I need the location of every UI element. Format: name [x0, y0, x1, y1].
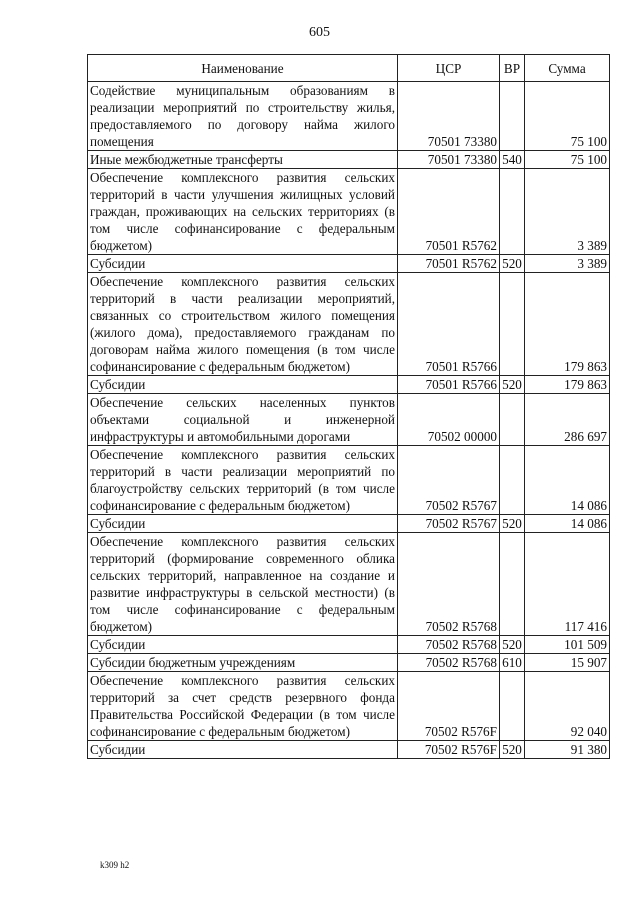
header-csr: ЦСР: [398, 55, 500, 82]
page-number: 605: [309, 25, 330, 40]
row-csr: 70502 00000: [398, 394, 500, 446]
row-name: Субсидии: [88, 255, 398, 273]
row-name: Обеспечение сельских населенных пунктов объектами социальной и инженерной инфраструктуры и автомобильными дорогами: [88, 394, 398, 446]
row-csr: 70502 R5767: [398, 515, 500, 533]
row-vr: 520: [500, 255, 525, 273]
row-vr: [500, 273, 525, 376]
table-row: [88, 255, 610, 273]
row-csr: 70502 R576F: [398, 672, 500, 741]
table-row: [88, 636, 610, 654]
budget-table: [87, 54, 610, 759]
table-row: [88, 394, 610, 446]
row-csr: 70502 R5768: [398, 533, 500, 636]
row-name: Субсидии: [88, 376, 398, 394]
row-sum: 92 040: [525, 672, 610, 741]
row-sum: 3 389: [525, 169, 610, 255]
row-vr: [500, 446, 525, 515]
table-header-row: [88, 55, 610, 82]
table-row: [88, 151, 610, 169]
row-sum: 286 697: [525, 394, 610, 446]
table-row: [88, 741, 610, 759]
row-name: Обеспечение комплексного развития сельских территорий за счет средств резервного фонда Правительства Российской Федерации (в том числе софинансирование с федеральным бюджетом): [88, 672, 398, 741]
table-row: [88, 446, 610, 515]
row-csr: 70501 73380: [398, 82, 500, 151]
row-csr: 70501 R5766: [398, 376, 500, 394]
row-sum: 179 863: [525, 376, 610, 394]
row-vr: [500, 394, 525, 446]
table-row: [88, 654, 610, 672]
row-name: Обеспечение комплексного развития сельских территорий (формирование современного облика сельских территорий, направленное на создание и развитие инфраструктуры в сельской местности) (в том числе софинансирование с федеральным бюджетом): [88, 533, 398, 636]
row-sum: 15 907: [525, 654, 610, 672]
row-csr: 70501 73380: [398, 151, 500, 169]
row-vr: 520: [500, 515, 525, 533]
row-csr: 70502 R5768: [398, 654, 500, 672]
table-row: [88, 533, 610, 636]
row-sum: 101 509: [525, 636, 610, 654]
row-name: Содействие муниципальным образованиям в реализации мероприятий по строительству жилья, предоставляемого по договору найма жилого помещения: [88, 82, 398, 151]
row-sum: 3 389: [525, 255, 610, 273]
table-row: [88, 515, 610, 533]
row-vr: [500, 82, 525, 151]
row-sum: 179 863: [525, 273, 610, 376]
row-vr: 520: [500, 376, 525, 394]
row-vr: [500, 169, 525, 255]
table-row: [88, 672, 610, 741]
row-sum: 91 380: [525, 741, 610, 759]
header-sum: Сумма: [525, 55, 610, 82]
row-sum: 14 086: [525, 515, 610, 533]
row-sum: 117 416: [525, 533, 610, 636]
row-name: Обеспечение комплексного развития сельских территорий в части реализации мероприятий, связанных со строительством жилого помещения (жилого дома), предоставляемого гражданам по договорам найма жилого помещения (в том числе софинансирование с федеральным бюджетом): [88, 273, 398, 376]
header-vr: ВР: [500, 55, 525, 82]
row-csr: 70501 R5762: [398, 255, 500, 273]
row-csr: 70502 R5768: [398, 636, 500, 654]
row-name: Субсидии: [88, 636, 398, 654]
row-sum: 75 100: [525, 151, 610, 169]
table-row: [88, 376, 610, 394]
header-name: Наименование: [88, 55, 398, 82]
footer-code: k309 h2: [100, 860, 130, 870]
table-row: [88, 273, 610, 376]
row-name: Иные межбюджетные трансферты: [88, 151, 398, 169]
row-name: Обеспечение комплексного развития сельских территорий в части улучшения жилищных условий граждан, проживающих на сельских территориях (в том числе софинансирование с федеральным бюджетом): [88, 169, 398, 255]
row-csr: 70501 R5762: [398, 169, 500, 255]
row-vr: [500, 672, 525, 741]
row-name: Субсидии бюджетным учреждениям: [88, 654, 398, 672]
row-csr: 70502 R5767: [398, 446, 500, 515]
row-csr: 70501 R5766: [398, 273, 500, 376]
row-sum: 75 100: [525, 82, 610, 151]
row-vr: [500, 533, 525, 636]
row-name: Субсидии: [88, 515, 398, 533]
row-sum: 14 086: [525, 446, 610, 515]
row-vr: 520: [500, 741, 525, 759]
table-row: [88, 169, 610, 255]
row-vr: 520: [500, 636, 525, 654]
row-csr: 70502 R576F: [398, 741, 500, 759]
row-vr: 540: [500, 151, 525, 169]
row-vr: 610: [500, 654, 525, 672]
row-name: Субсидии: [88, 741, 398, 759]
table-row: [88, 82, 610, 151]
row-name: Обеспечение комплексного развития сельских территорий в части реализации мероприятий по благоустройству сельских территорий (в том числе софинансирование с федеральным бюджетом): [88, 446, 398, 515]
